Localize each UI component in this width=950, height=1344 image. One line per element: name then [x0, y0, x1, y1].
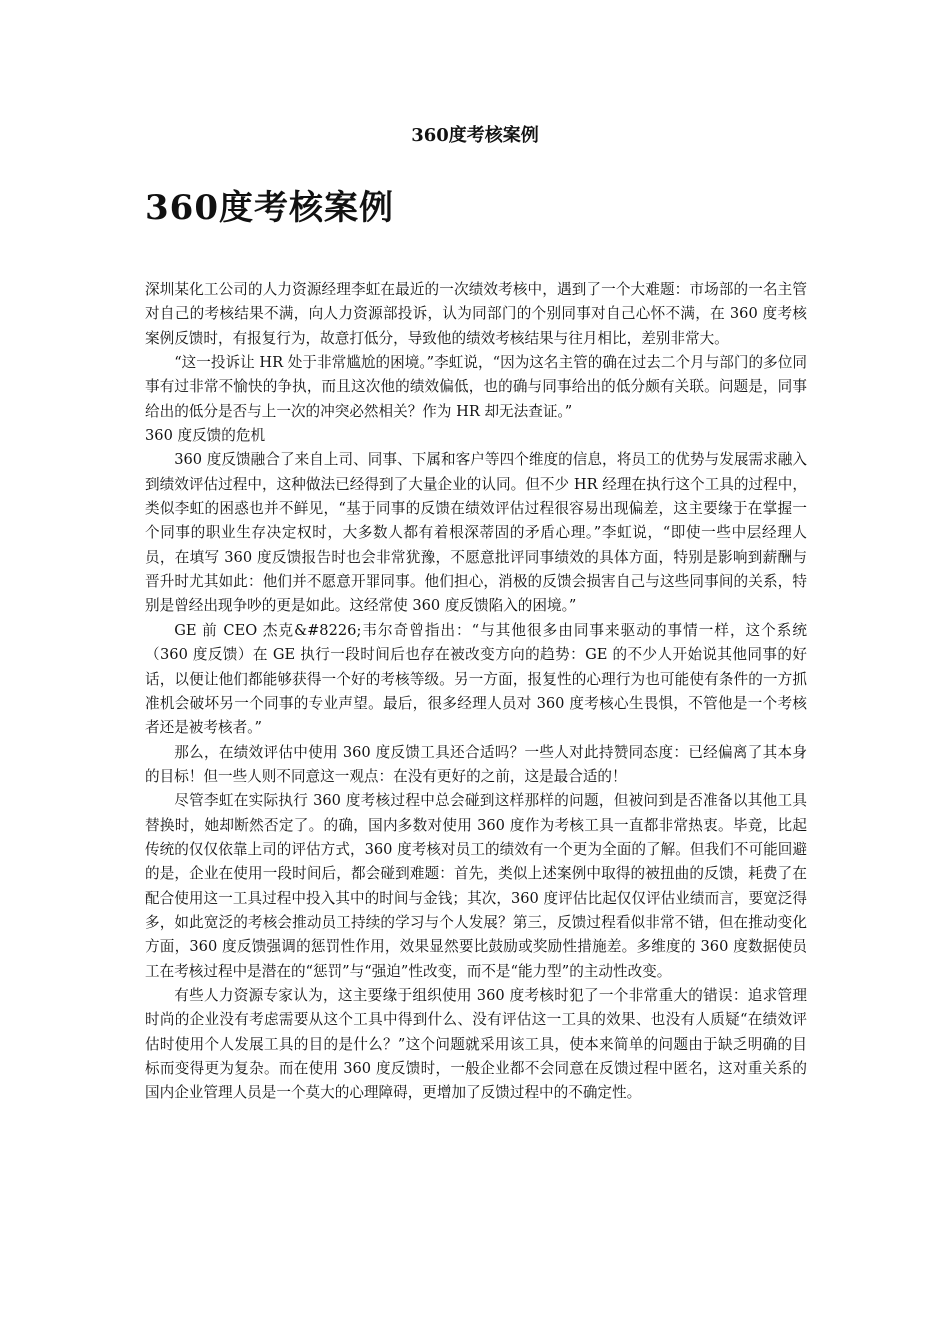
page-header-title: 360度考核案例 [411, 125, 539, 146]
paragraph-suitability: 那么，在绩效评估中使用 360 度反馈工具还合适吗？一些人对此持赞同态度：已经偏离了其本身的目标！但一些人则不同意这一观点：在没有更好的之前，这是最合适的！ [145, 743, 807, 785]
paragraph-expert-view: 有些人力资源专家认为，这主要缘于组织使用 360 度考核时犯了一个非常重大的错误：追求管理时尚的企业没有考虑需要从这个工具中得到什么、没有评估这一工具的效果、也没有人质疑“在绩效评估时使用个人发展工具的目的是什么？”这个问题就采用该工具，使本来简单的问题由于缺乏明确的目标而变得更为复杂。而在使用 360 度反馈时，一般企业都不会同意在反馈过程中匿名，这对重关系的国内企业管理人员是一个莫大的心理障碍，更增加了反馈过程中的不确定性。 [145, 986, 807, 1102]
paragraph-ge-welch: GE 前 CEO 杰克&#8226;韦尔奇曾指出：“与其他很多由同事来驱动的事情一样，这个系统（360 度反馈）在 GE 执行一段时间后也存在被改变方向的趋势：GE 的不少人开始说其他同事的好话，以便让他们都能够获得一个好的考核等级。另一方面，报复性的心理行为也可能使有条件的一方抓准机会破坏另一个同事的专业声望。最后，很多经理人员对 360 度考核心生畏惧，不管他是一个考核者还是被考核者。” [145, 621, 807, 737]
paragraph-difficulties: 尽管李虹在实际执行 360 度考核过程中总会碰到这样那样的问题，但被问到是否准备以其他工具替换时，她却断然否定了。的确，国内多数对使用 360 度作为考核工具一直都非常热衷。毕竟，比起传统的仅仅依靠上司的评估方式，360 度考核对员工的绩效有一个更为全面的了解。但我们不可能回避的是，企业在使用一段时间后，都会碰到难题：首先，类似上述案例中取得的被扭曲的反馈，耗费了在配合使用这一工具过程中投入其中的时间与金钱；其次，360 度评估比起仅仅评估业绩而言，要宽泛得多，如此宽泛的考核会推动员工持续的学习与个人发展？第三，反馈过程看似非常不错，但在推动变化方面，360 度反馈强调的惩罚性作用，效果显然要比鼓励或奖励性措施差。多维度的 360 度数据使员工在考核过程中是潜在的“惩罚”与“强迫”性改变，而不是“能力型”的主动性改变。 [145, 792, 807, 980]
section-heading-crisis: 360 度反馈的危机 [145, 427, 266, 445]
document-body [145, 278, 807, 1106]
paragraph-360-feedback: 360 度反馈融合了来自上司、同事、下属和客户等四个维度的信息，将员工的优势与发展需求融入到绩效评估过程中，这种做法已经得到了大量企业的认同。但不少 HR 经理在执行这个工具的过程中，类似李虹的困惑也并不鲜见，“基于同事的反馈在绩效评估过程很容易出现偏差，这主要缘于在掌握一个同事的职业生存决定权时，大多数人都有着根深蒂固的矛盾心理。”李虹说，“即使一些中层经理人员，在填写 360 度反馈报告时也会非常犹豫，不愿意批评同事绩效的具体方面，特别是影响到薪酬与晋升时尤其如此：他们并不愿意开罪同事。他们担心，消极的反馈会损害自己与这些同事间的关系，特别是曾经出现争吵的更是如此。这经常使 360 度反馈陷入的困境。” [145, 451, 807, 615]
paragraph-complaint-quote: “这一投诉让 HR 处于非常尴尬的困境。”李虹说，“因为这名主管的确在过去二个月与部门的多位同事有过非常不愉快的争执，而且这次他的绩效偏低，也的确与同事给出的低分颇有关联。问题是，同事给出的低分是否与上一次的冲突必然相关？作为 HR 却无法查证。” [145, 354, 807, 420]
paragraph-intro: 深圳某化工公司的人力资源经理李虹在最近的一次绩效考核中，遇到了一个大难题：市场部的一名主管对自己的考核结果不满，向人力资源部投诉，认为同部门的个别同事对自己心怀不满，在 360 度考核案例反馈时，有报复行为，故意打低分，导致他的绩效考核结果与往月相比，差别非常大。 [145, 281, 807, 347]
document-title: 360度考核案例 [145, 188, 394, 228]
